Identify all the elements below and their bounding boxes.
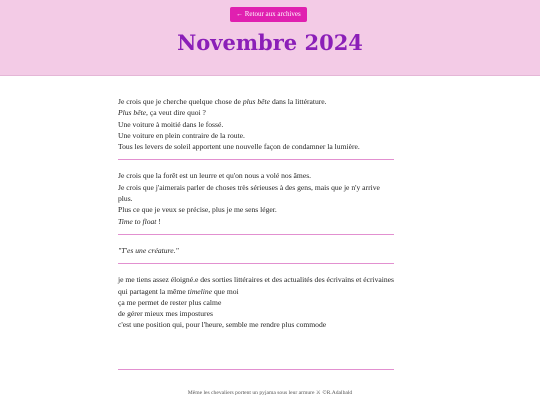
entry-line: Une voiture en plein contraire de la route. <box>118 130 245 140</box>
divider <box>118 369 394 370</box>
page-title: Novembre 2024 <box>177 30 363 55</box>
page-header <box>0 0 540 76</box>
entry-1 <box>118 96 394 152</box>
entry-line: Time to float ! <box>118 216 161 226</box>
entry-line: Plus bête, ça veut dire quoi ? <box>118 108 206 118</box>
entry-line: Je crois que je cherche quelque chose de plus bête dans la littérature. <box>118 97 327 106</box>
entry-3 <box>118 245 394 256</box>
entry-line: Je crois que la forêt est un leurre et qu'on nous a volé nos âmes. <box>118 171 312 181</box>
entry-line: de gérer mieux mes impostures <box>118 309 213 319</box>
entry-line: Je crois que j'aimerais parler de choses très sérieuses à des gens, mais que je n'y arrive plus. <box>118 182 380 204</box>
back-to-archives-button[interactable]: ← Retour aux archives <box>230 7 307 22</box>
entry-4 <box>118 274 394 330</box>
entry-line: c'est une position qui, pour l'heure, semble me rendre plus commode <box>118 320 327 330</box>
divider <box>118 263 394 264</box>
entry-line: Plus ce que je veux se précise, plus je me sens léger. <box>118 205 277 215</box>
journal-content <box>118 96 394 380</box>
entry-line: ça me permet de rester plus calme <box>118 297 222 307</box>
entry-line: Tous les levers de soleil apportent une nouvelle façon de condamner la lumière. <box>118 142 360 152</box>
entry-2 <box>118 170 394 226</box>
divider <box>118 159 394 160</box>
footer-signature: Même les chevaliers portent un pyjama sous leur armure ⚔ ©R.Adalbald <box>187 390 353 396</box>
entry-line: Une voiture à moitié dans le fossé. <box>118 119 224 129</box>
divider <box>118 234 394 235</box>
entry-line: je me tiens assez éloigné.e des sorties littéraires et des actualités des écrivains et écrivaines qui partagent la même timeline que moi <box>118 275 395 296</box>
entry-quote: "T'es une créature." <box>118 245 179 255</box>
